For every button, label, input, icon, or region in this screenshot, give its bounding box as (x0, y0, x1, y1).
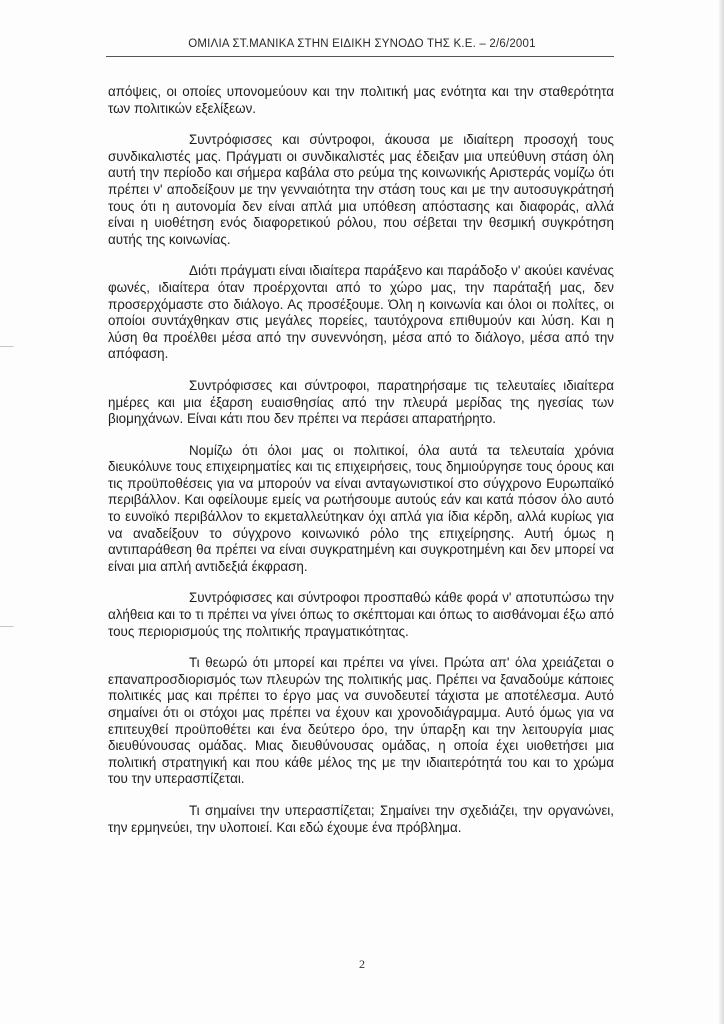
page-number: 2 (359, 957, 365, 971)
paragraph-6: Συντρόφισσες και σύντροφοι προσπαθώ κάθε φορά ν' αποτυπώσω την αλήθεια και το τι πρέπει να γίνει όπως το σκέπτομαι και όπως το αισθάνομαι έξω από τους περιορισμούς της πολιτικής πραγματικότητας. (108, 590, 614, 639)
paragraph-5: Νομίζω ότι όλοι μας οι πολιτικοί, όλα αυτά τα τελευταία χρόνια διευκόλυνε τους επιχειρηματίες και τις επιχειρήσεις, τους δημιούργησε τους όρους και τις προϋποθέσεις για να μπορούν να είναι ανταγωνιστικοί στο σύγχρονο Ευρωπαϊκό περιβάλλον. Και οφείλουμε εμείς να ρωτήσουμε αυτούς εάν και κατά πόσον όλο αυτό το ευνοϊκό περιβάλλον το εκμεταλλεύτηκαν όχι απλά για ίδια κέρδη, αλλά κυρίως για να αναδείξουν το σύγχρονο κοινωνικό ρόλο της επιχείρησης. Αυτή όμως η αντιπαράθεση θα πρέπει να είναι συγκρατημένη και συγκροτημένη και δεν μπορεί να είναι μια απλή αντιδεξιά έκφραση. (108, 442, 614, 574)
punch-hole-mark (0, 626, 14, 627)
paragraph-2: Συντρόφισσες και σύντροφοι, άκουσα με ιδιαίτερη προσοχή τους συνδικαλιστές μας. Πράγματι οι συνδικαλιστές μας έδειξαν μια υπεύθυνη στάση όλη αυτή την περίοδο και σήμερα καβάλα στο ρεύμα της κοινωνικής Αριστεράς νομίζω ότι πρέπει ν' αποδείξουν με την γενναιότητα την στάση τους και με την αυτοσυγκράτησή τους ότι η αυτονομία δεν είναι απλά μια υπόθεση απόστασης και διαφοράς, αλλά είναι η υιοθέτηση ενός διαφορετικού ρόλου, που σέβεται την θεσμική συγκρότηση αυτής της κοινωνίας. (108, 132, 614, 247)
paragraph-1: απόψεις, οι οποίες υπονομεύουν και την πολιτική μας ενότητα και την σταθερότητα των πολιτικών εξελίξεων. (108, 84, 614, 116)
paragraph-8: Τι σημαίνει την υπερασπίζεται; Σημαίνει την σχεδιάζει, την οργανώνει, την ερμηνεύει, την υλοποιεί. Και εδώ έχουμε ένα πρόβλημα. (108, 802, 614, 835)
paragraph-7: Τι θεωρώ ότι μπορεί και πρέπει να γίνει. Πρώτα απ' όλα χρειάζεται ο επαναπροσδιορισμός των πλευρών της πολιτικής μας. Πρέπει να ξαναδούμε κάποιες πολιτικές μας και πρέπει το έργο μας να συνοδευτεί τάχιστα με αποτέλεσμα. Αυτό σημαίνει ότι οι στόχοι μας πρέπει να έχουν και χρονοδιάγραμμα. Αυτό όμως για να επιτευχθεί προϋποθέτει και ένα δεύτερο όρο, την ύπαρξη και την λειτουργία μιας διευθύνουσας ομάδας. Μιας διευθύνουσας ομάδας, η οποία έχει υιοθετήσει μια πολιτική στρατηγική και που κάθε μέλος της με την ιδιαιτερότητά του και το χρώμα του την υπερασπίζεται. (108, 655, 614, 787)
scan-edge-shadow (718, 0, 724, 1024)
running-header: ΟΜΙΛΙΑ ΣΤ.ΜΑΝΙΚΑ ΣΤΗΝ ΕΙΔΙΚΗ ΣΥΝΟΔΟ ΤΗΣ Κ.Ε. – 2/6/2001 (188, 38, 536, 50)
punch-hole-mark (0, 346, 14, 347)
header-rule (106, 56, 614, 57)
paragraph-3: Διότι πράγματι είναι ιδιαίτερα παράξενο και παράδοξο ν' ακούει κανένας φωνές, ιδιαίτερα όταν προέρχονται από το χώρο μας, την παράταξή μας, δεν προσερχόμαστε στο διάλογο. Ας προσέξουμε. Όλη η κοινωνία και όλοι οι πολίτες, οι οποίοι συντάχθηκαν στις μεγάλες πορείες, ταυτόχρονα επιθυμούν και λύση. Και η λύση θα προέλθει μέσα από την συνεννόηση, μέσα από το διάλογο, μέσα από την απόφαση. (108, 263, 614, 362)
paragraph-4: Συντρόφισσες και σύντροφοι, παρατηρήσαμε τις τελευταίες ιδιαίτερα ημέρες και μια έξαρση ευαισθησίας από την πλευρά μερίδας της ηγεσίας των βιομηχάνων. Είναι κάτι που δεν πρέπει να περάσει απαρατήρητο. (108, 377, 614, 427)
document-body (108, 84, 614, 836)
